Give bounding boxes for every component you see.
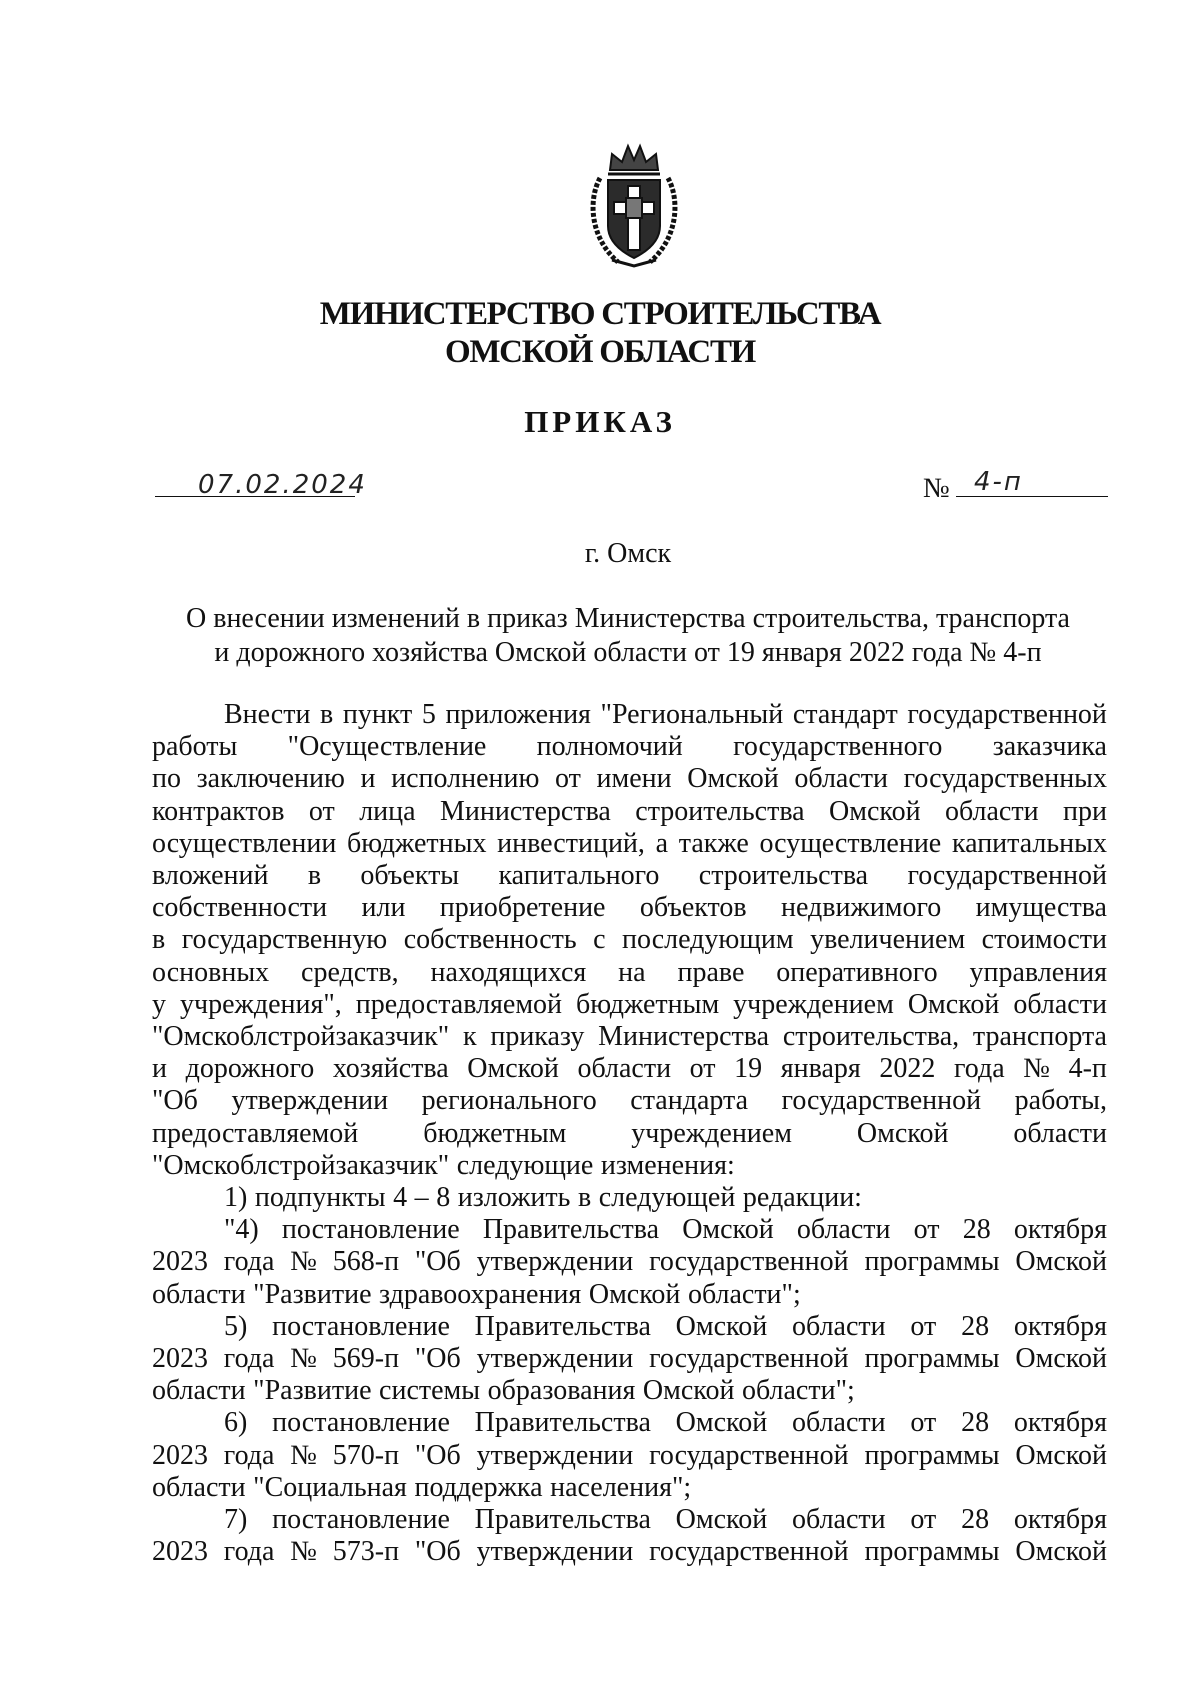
- document-date: 07.02.2024: [198, 470, 367, 500]
- body-word: основных: [152, 956, 270, 988]
- body-line: [152, 924, 1107, 956]
- body-word: октября: [1013, 1310, 1107, 1342]
- body-word: области: [944, 795, 1039, 827]
- body-word: –: [414, 1182, 429, 1214]
- body-word: Омской: [1015, 1246, 1107, 1278]
- body-word: заключению: [196, 763, 345, 795]
- body-word: лица: [359, 795, 416, 827]
- body-word: от: [555, 763, 581, 795]
- body-word: собственность: [403, 924, 577, 956]
- body-word: изменения:: [600, 1149, 735, 1181]
- body-word: в: [320, 699, 334, 730]
- body-word: Правительства: [474, 1504, 651, 1536]
- body-word: 5): [224, 1310, 248, 1342]
- body-word: октября: [1013, 1407, 1107, 1439]
- body-line: [152, 1343, 1107, 1375]
- body-word: октября: [1013, 1214, 1107, 1246]
- body-word: здравоохранения: [379, 1278, 582, 1310]
- body-word: октября: [1013, 1504, 1107, 1536]
- body-word: праве: [677, 956, 745, 988]
- body-word: недвижимого: [780, 892, 942, 924]
- body-word: заказчика: [992, 731, 1107, 763]
- body-word: следующие: [456, 1149, 594, 1181]
- body-word: Омской: [675, 1504, 768, 1536]
- body-word: по: [152, 763, 181, 795]
- body-word: от: [689, 1053, 716, 1085]
- body-word: программы: [864, 1343, 1000, 1375]
- body-word: приобретение: [439, 892, 606, 924]
- body-word: 573-п: [332, 1536, 400, 1568]
- body-word: также: [678, 827, 749, 859]
- body-word: утверждении: [476, 1536, 634, 1568]
- body-word: Омской: [1015, 1536, 1107, 1568]
- body-word: года: [954, 1053, 1005, 1085]
- body-word: "Социальная: [253, 1471, 407, 1503]
- body-word: в: [152, 924, 166, 956]
- body-word: "Развитие: [253, 1278, 372, 1310]
- body-word: Омской: [687, 763, 779, 795]
- body-line: [152, 1053, 1107, 1085]
- body-line: [152, 796, 1107, 828]
- body-word: 570-п: [332, 1439, 400, 1471]
- body-word: хозяйства: [332, 1053, 449, 1085]
- body-word: 2023: [152, 1439, 208, 1471]
- body-word: области: [152, 1375, 246, 1407]
- body-word: государственной: [907, 860, 1107, 892]
- body-word: государственной: [649, 1536, 849, 1568]
- body-word: средств,: [301, 956, 399, 988]
- body-word: государственной: [781, 1085, 982, 1117]
- body-word: области: [796, 1214, 891, 1246]
- document-city: г. Омск: [584, 538, 672, 569]
- body-word: 4: [393, 1182, 408, 1214]
- body-line: [152, 1182, 1107, 1214]
- body-word: утверждении: [476, 1439, 634, 1471]
- body-line: [152, 1504, 1107, 1536]
- body-line: [152, 1407, 1107, 1439]
- body-line: [152, 860, 1107, 892]
- body-word: 28: [962, 1214, 991, 1246]
- body-word: постановление: [272, 1310, 450, 1342]
- body-word: государственных: [903, 763, 1107, 795]
- body-word: постановление: [272, 1407, 450, 1439]
- body-word: 2023: [152, 1246, 208, 1278]
- body-word: области: [577, 1053, 672, 1085]
- body-word: осуществление: [759, 827, 942, 859]
- body-word: "Развитие: [253, 1375, 372, 1407]
- body-word: Внести: [224, 699, 311, 730]
- document-body: [152, 699, 1107, 1568]
- body-line: [152, 1085, 1107, 1117]
- body-word: Омской: [675, 1407, 768, 1439]
- body-word: учреждением: [631, 1117, 792, 1149]
- body-word: "Об: [152, 1085, 198, 1117]
- body-word: "Осуществление: [287, 731, 487, 763]
- number-sign: №: [923, 473, 950, 504]
- body-word: 569-п: [332, 1343, 400, 1375]
- body-word: Омской: [829, 795, 921, 827]
- body-word: Омской: [467, 1053, 559, 1085]
- body-word: Правительства: [482, 1214, 660, 1246]
- body-word: имени: [596, 763, 672, 795]
- body-word: области: [792, 1310, 886, 1342]
- body-word: строительства: [698, 860, 869, 892]
- body-word: строительства,: [782, 1021, 960, 1053]
- body-word: управления: [969, 956, 1107, 988]
- body-word: осуществлении: [152, 827, 337, 859]
- title-line: О внесении изменений в приказ Министерства строительства, транспорта: [186, 603, 1070, 634]
- body-word: объекты: [360, 860, 460, 892]
- body-word: и: [152, 1053, 167, 1085]
- body-word: области: [792, 1407, 886, 1439]
- body-word: регионального: [421, 1085, 597, 1117]
- body-word: государственного: [733, 731, 943, 763]
- body-word: объектов: [639, 892, 747, 924]
- body-word: бюджетных: [347, 827, 487, 859]
- body-word: стоимости: [981, 924, 1107, 956]
- body-word: дорожного: [185, 1053, 315, 1085]
- body-word: подпункты: [254, 1182, 386, 1214]
- body-word: приложения: [445, 699, 591, 730]
- body-word: образования: [487, 1375, 636, 1407]
- body-word: государственной: [907, 699, 1107, 730]
- body-word: №: [290, 1536, 317, 1568]
- body-word: государственной: [649, 1343, 849, 1375]
- body-word: бюджетным: [576, 988, 720, 1020]
- body-word: Омской: [1015, 1439, 1107, 1471]
- body-word: вложений: [152, 860, 269, 892]
- body-word: 28: [961, 1504, 990, 1536]
- body-word: 19: [734, 1053, 763, 1085]
- body-line: [152, 1375, 1107, 1407]
- body-word: области";: [687, 1278, 801, 1310]
- body-word: работы: [152, 731, 238, 763]
- body-word: постановление: [281, 1214, 460, 1246]
- body-word: от: [913, 1214, 940, 1246]
- body-word: "Об: [414, 1343, 461, 1375]
- body-word: Омской: [642, 1375, 735, 1407]
- body-word: работы,: [1014, 1085, 1107, 1117]
- body-word: программы: [864, 1246, 1000, 1278]
- body-word: или: [361, 892, 406, 924]
- body-word: программы: [864, 1536, 1000, 1568]
- body-word: строительства: [635, 795, 805, 827]
- body-word: 28: [961, 1310, 990, 1342]
- body-word: 4-п: [1068, 1053, 1107, 1085]
- body-word: года: [223, 1343, 275, 1375]
- body-word: "Об: [414, 1246, 461, 1278]
- body-word: полномочий: [536, 731, 683, 763]
- body-word: предоставляемой: [152, 1117, 359, 1149]
- body-word: стандарта: [630, 1085, 749, 1117]
- body-line: [152, 892, 1107, 924]
- ministry-name-line-1: МИНИСТЕРСТВО СТРОИТЕЛЬСТВА: [319, 296, 881, 332]
- body-word: области";: [741, 1375, 855, 1407]
- body-word: с: [593, 924, 606, 956]
- body-word: а: [655, 827, 669, 859]
- body-line: [152, 1021, 1107, 1053]
- body-word: Омской: [588, 1278, 681, 1310]
- document-title: [0, 602, 1200, 670]
- body-word: населения";: [550, 1471, 692, 1503]
- body-word: области: [152, 1471, 246, 1503]
- body-word: Омской: [675, 1310, 768, 1342]
- body-word: находящихся: [430, 956, 587, 988]
- body-word: области: [152, 1278, 246, 1310]
- body-word: №: [290, 1343, 317, 1375]
- body-word: "Омскоблстройзаказчик": [152, 1021, 450, 1053]
- body-word: в: [577, 1182, 592, 1214]
- body-word: Омской: [682, 1214, 774, 1246]
- body-word: капитальных: [951, 827, 1107, 859]
- body-word: государственную: [181, 924, 388, 956]
- body-word: области: [1013, 1117, 1107, 1149]
- body-word: на: [618, 956, 646, 988]
- title-line: и дорожного хозяйства Омской области от 19 января 2022 года № 4-п: [214, 637, 1042, 668]
- ministry-name-line-2: ОМСКОЙ ОБЛАСТИ: [444, 334, 756, 370]
- body-word: исполнению: [391, 763, 540, 795]
- body-word: Правительства: [474, 1407, 651, 1439]
- body-line: [152, 1311, 1107, 1343]
- body-line: [152, 1246, 1107, 1278]
- body-word: 6): [224, 1407, 248, 1439]
- body-word: приказу: [490, 1021, 585, 1053]
- body-word: капитального: [498, 860, 660, 892]
- body-line: [152, 989, 1107, 1021]
- body-word: государственной: [649, 1246, 849, 1278]
- body-word: "Об: [414, 1439, 461, 1471]
- body-word: контрактов: [152, 795, 285, 827]
- body-word: от: [308, 795, 335, 827]
- body-word: транспорта: [972, 1021, 1107, 1053]
- body-word: редакции:: [742, 1182, 862, 1214]
- body-word: собственности: [152, 892, 328, 924]
- body-line: [152, 763, 1107, 795]
- body-word: оперативного: [776, 956, 938, 988]
- body-line: [152, 1536, 1107, 1568]
- body-word: увеличением: [810, 924, 966, 956]
- body-word: №: [290, 1246, 317, 1278]
- body-word: поддержка: [414, 1471, 543, 1503]
- body-word: "4): [224, 1214, 259, 1246]
- body-word: последующим: [622, 924, 794, 956]
- body-line: [152, 699, 1107, 731]
- body-word: постановление: [272, 1504, 450, 1536]
- body-word: утверждении: [476, 1246, 634, 1278]
- body-word: 5: [421, 699, 436, 730]
- body-word: при: [1062, 795, 1107, 827]
- body-word: Омской: [1015, 1343, 1107, 1375]
- body-line: [152, 828, 1107, 860]
- body-word: "Об: [414, 1536, 461, 1568]
- body-word: утверждении: [231, 1085, 389, 1117]
- omsk-region-coat-of-arms-icon: [582, 140, 685, 270]
- body-word: 8: [436, 1182, 451, 1214]
- body-word: от: [910, 1407, 937, 1439]
- body-word: учреждения",: [179, 988, 342, 1020]
- body-word: 1): [224, 1182, 248, 1214]
- document-number: 4-п: [974, 467, 1023, 497]
- body-line: [152, 957, 1107, 989]
- body-line: [152, 1279, 1107, 1311]
- body-line: [152, 1150, 1107, 1182]
- body-word: государственной: [649, 1439, 849, 1471]
- body-word: в: [307, 860, 322, 892]
- body-word: 28: [961, 1407, 990, 1439]
- body-word: программы: [864, 1439, 1000, 1471]
- body-line: [152, 1118, 1107, 1150]
- body-word: области: [792, 1504, 886, 1536]
- body-line: [152, 1440, 1107, 1472]
- body-word: 2023: [152, 1536, 208, 1568]
- body-word: 2022: [879, 1053, 936, 1085]
- body-word: Министерства: [598, 1021, 770, 1053]
- body-word: "Омскоблстройзаказчик": [152, 1149, 450, 1181]
- body-word: имущества: [975, 892, 1107, 924]
- body-word: инвестиций,: [497, 827, 645, 859]
- body-word: утверждении: [476, 1343, 634, 1375]
- body-word: учреждением: [733, 988, 894, 1020]
- body-word: №: [290, 1439, 317, 1471]
- document-type: ПРИКАЗ: [524, 404, 676, 439]
- body-word: пункт: [342, 699, 413, 730]
- body-word: бюджетным: [423, 1117, 567, 1149]
- body-word: изложить: [457, 1182, 571, 1214]
- body-word: к: [462, 1021, 477, 1053]
- body-word: системы: [379, 1375, 481, 1407]
- body-word: Омской: [907, 988, 1000, 1020]
- body-word: 2023: [152, 1343, 208, 1375]
- body-word: и: [360, 763, 376, 795]
- body-line: [152, 1472, 1107, 1504]
- body-word: стандарт: [792, 699, 898, 730]
- body-word: №: [1023, 1053, 1050, 1085]
- body-word: от: [910, 1504, 937, 1536]
- body-word: "Региональный: [600, 699, 784, 730]
- body-word: области: [794, 763, 888, 795]
- body-word: Омской: [856, 1117, 949, 1149]
- body-line: [152, 1214, 1107, 1246]
- body-word: области: [1013, 988, 1107, 1020]
- body-word: следующей: [598, 1182, 736, 1214]
- body-word: января: [780, 1053, 861, 1085]
- body-word: года: [223, 1246, 275, 1278]
- body-word: Правительства: [474, 1310, 651, 1342]
- body-word: Министерства: [439, 795, 611, 827]
- body-word: года: [223, 1439, 275, 1471]
- body-word: от: [910, 1310, 937, 1342]
- body-line: [152, 731, 1107, 763]
- body-word: у: [152, 988, 166, 1020]
- body-word: 568-п: [332, 1246, 400, 1278]
- body-word: года: [223, 1536, 275, 1568]
- body-word: 7): [224, 1504, 248, 1536]
- body-word: предоставляемой: [355, 988, 563, 1020]
